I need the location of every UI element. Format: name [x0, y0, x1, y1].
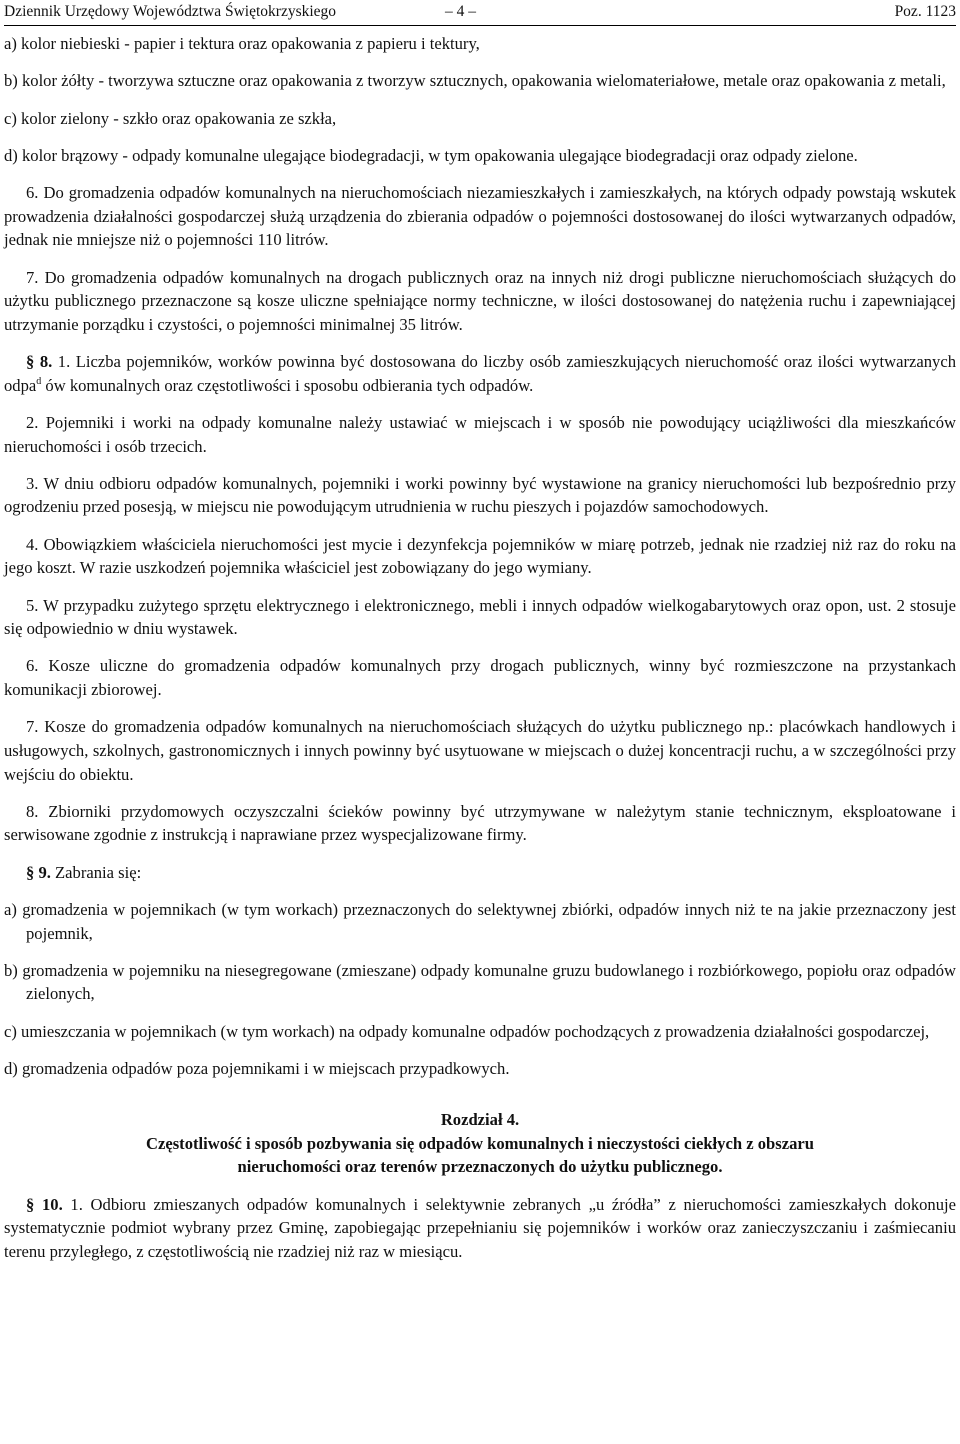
- section-8-item-8: 8. Zbiorniki przydomowych oczyszczalni ścieków powinny być utrzymywane w należytym stanie technicznym, eksploatowane i serwisowane zgodnie z instrukcją i naprawiane przez wyspecjalizowane firmy.: [4, 801, 956, 845]
- list-item-b: b) kolor żółty - tworzywa sztuczne oraz opakowania z tworzyw sztucznych, opakowania wielomateriałowe, metale oraz opakowania z metali,: [4, 71, 946, 91]
- section-9-text: Zabrania się:: [50, 862, 142, 882]
- position-number: Poz. 1123: [894, 3, 956, 20]
- section-8-paragraph-1: [4, 350, 956, 397]
- section-8-item-5: 5. W przypadku zużytego sprzętu elektrycznego i elektronicznego, mebli i innych odpadów wielkogabarytowych oraz opon, ust. 2 stosuje się odpowiednio w dniu wystawek.: [4, 595, 956, 639]
- chapter-title-line-1: Częstotliwość i sposób pozbywania się odpadów komunalnych i nieczystości ciekłych z obszaru: [146, 1133, 814, 1153]
- section-9-item-c: c) umieszczania w pojemnikach (w tym workach) na odpady komunalne odpadów pochodzących z prowadzenia działalności gospodarczej,: [4, 1021, 930, 1041]
- section-10-label: § 10.: [26, 1194, 63, 1214]
- chapter-title-line-2: nieruchomości oraz terenów przeznaczonych do użytku publicznego.: [237, 1157, 723, 1177]
- section-8-item-2: 2. Pojemniki i worki na odpady komunalne należy ustawiać w miejscach i w sposób nie powodujący uciążliwości dla mieszkańców nieruchomości i osób trzecich.: [4, 412, 956, 456]
- section-9-label: § 9.: [26, 862, 51, 882]
- list-item-d: d) kolor brązowy - odpady komunalne ulegające biodegradacji, w tym opakowania ulegające biodegradacji oraz odpady zielone.: [4, 145, 858, 165]
- section-10-paragraph: [4, 1193, 956, 1264]
- section-8-item-3: 3. W dniu odbioru odpadów komunalnych, pojemniki i worki powinny być wystawione na granicy nieruchomości lub bezpośrednio przy ogrodzeniu przed posesją, w miejscu nie powodującym utrudnienia w ruchu pieszych i pojazdów samochodowych.: [4, 473, 956, 517]
- section-8-item-7: 7. Kosze do gromadzenia odpadów komunalnych na nieruchomościach służących do użytku publicznego np.: placówkach handlowych i usługowych, szkolnych, gastronomicznych i innych powinny być usytuowane w miejscach o dużej koncentracji ruchu, a w szczególności przy wejściu do obiektu.: [4, 717, 956, 784]
- page-header: [4, 0, 956, 26]
- chapter-number: Rozdział 4.: [440, 1110, 520, 1130]
- section-8-text-start: 1. Liczba pojemników, worków powinna być dostosowana do liczby osób zamieszkujących nieruchomość oraz ilości wytwarzanych odpa: [4, 352, 957, 395]
- section-8-item-6: 6. Kosze uliczne do gromadzenia odpadów komunalnych przy drogach publicznych, winny być rozmieszczone na przystankach komunikacji zbiorowej.: [4, 656, 956, 700]
- document-body: [4, 26, 956, 1264]
- list-item-a: a) kolor niebieski - papier i tektura oraz opakowania z papieru i tektury,: [4, 34, 480, 53]
- section-8-label: § 8.: [26, 352, 53, 372]
- section-8-text-end: ów komunalnych oraz częstotliwości i sposobu odbierania tych odpadów.: [41, 375, 534, 395]
- section-9-paragraph: [4, 861, 956, 885]
- paragraph-7: 7. Do gromadzenia odpadów komunalnych na drogach publicznych oraz na innych niż drogi publiczne nieruchomościach służących do użytku publicznego przeznaczone są kosze uliczne spełniające normy techniczne, w ilości dostosowanej do natężenia ruchu i zapewniającej utrzymanie porządku i czystości, o pojemności minimalnej 35 litrów.: [4, 267, 956, 334]
- section-8-item-4: 4. Obowiązkiem właściciela nieruchomości jest mycie i dezynfekcja pojemników w miarę potrzeb, jednak nie rzadziej niż raz do roku na jego koszt. W razie uszkodzeń pojemnika właściciel jest zobowiązany do jego wymiany.: [4, 534, 956, 578]
- section-8-superscript: d: [36, 375, 42, 387]
- list-item-c: c) kolor zielony - szkło oraz opakowania ze szkła,: [4, 108, 337, 128]
- paragraph-6: 6. Do gromadzenia odpadów komunalnych na nieruchomościach niezamieszkałych i zamieszkałych, na których odpady powstają wskutek prowadzenia działalności gospodarczej służą urządzenia do zbierania odpadów o pojemności dostosowanej do ilości wytwarzanych odpadów, jednak nie mniejsze niż o pojemności 110 litrów.: [4, 183, 956, 250]
- section-9-item-a: a) gromadzenia w pojemnikach (w tym workach) przeznaczonych do selektywnej zbiórki, odpadów innych niż te na jakie przeznaczony jest pojemnik,: [4, 899, 956, 943]
- page-number: – 4 –: [445, 3, 476, 20]
- document-page: [4, 0, 956, 1277]
- section-9-item-d: d) gromadzenia odpadów poza pojemnikami i w miejscach przypadkowych.: [4, 1058, 510, 1078]
- section-9-item-b: b) gromadzenia w pojemniku na niesegregowane (zmieszane) odpady komunalne gruzu budowlanego i rozbiórkowego, popiołu oraz odpadów zielonych,: [4, 960, 956, 1004]
- section-10-text: 1. Odbioru zmieszanych odpadów komunalnych i selektywnie zebranych „u źródła” z nieruchomości zamieszkałych dokonuje systematycznie podmiot wybrany przez Gminę, zapobiegając przepełnianiu się pojemników i worków oraz zanieczyszczaniu i zaśmiecaniu terenu przyległego, z częstotliwością nie rzadziej niż raz w miesiącu.: [4, 1194, 956, 1261]
- journal-title: Dziennik Urzędowy Województwa Świętokrzyskiego: [4, 3, 337, 20]
- chapter-spacer: [4, 1094, 956, 1108]
